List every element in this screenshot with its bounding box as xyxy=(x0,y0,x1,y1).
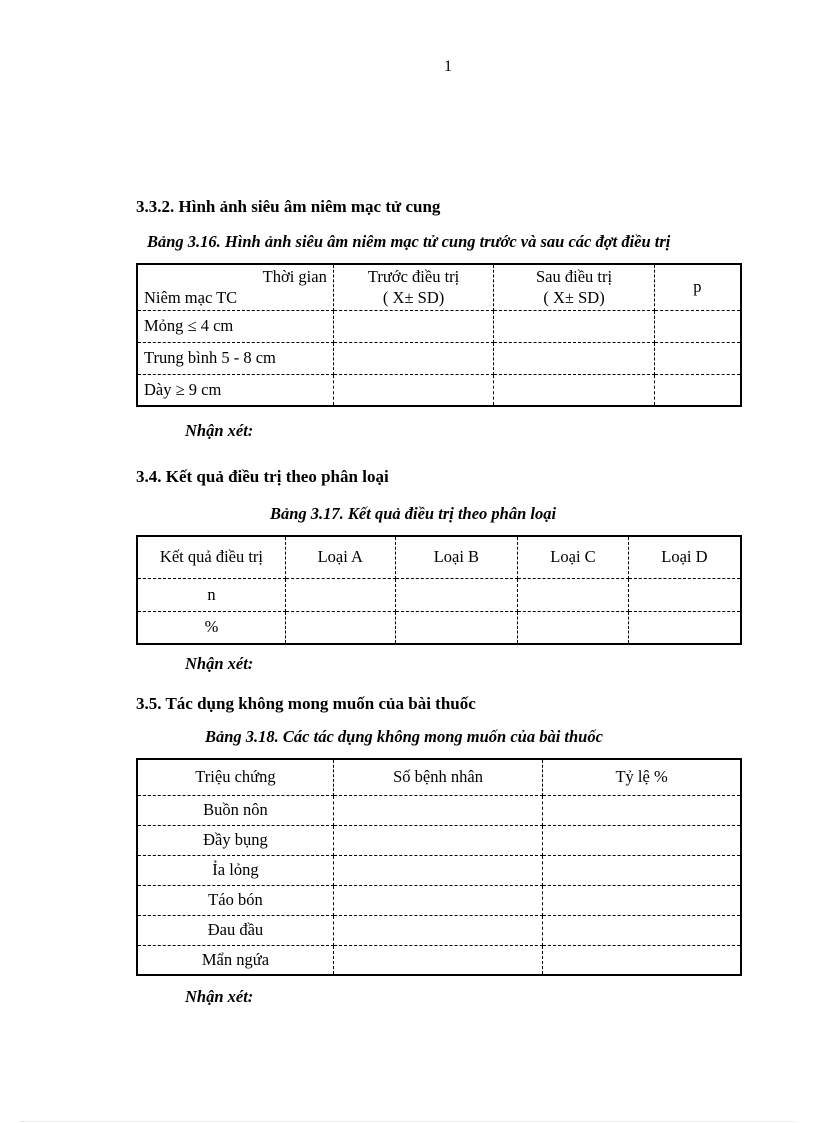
header-cell: Loại D xyxy=(628,536,741,578)
header-time: Thời gian xyxy=(262,267,327,287)
table-cell xyxy=(628,611,741,644)
table-header-row xyxy=(137,759,741,795)
table-cell xyxy=(518,611,629,644)
table-cell xyxy=(543,885,741,915)
header-cell: Tỷ lệ % xyxy=(543,759,741,795)
table-cell xyxy=(395,611,518,644)
header-endometrium: Niêm mạc TC xyxy=(144,288,238,308)
table-caption-3-16: Bảng 3.16. Hình ảnh siêu âm niêm mạc tử cung trước và sau các đợt điều trị xyxy=(147,232,671,251)
table-cell xyxy=(333,825,542,855)
table-caption-3-18: Bảng 3.18. Các tác dụng không mong muốn của bài thuốc xyxy=(205,727,603,746)
row-label: Đầy bụng xyxy=(137,825,333,855)
row-label: Táo bón xyxy=(137,885,333,915)
table-cell xyxy=(285,611,395,644)
section-heading-3-5: 3.5. Tác dụng không mong muốn của bài thuốc xyxy=(136,694,476,713)
table-row xyxy=(137,374,741,406)
table-row xyxy=(137,578,741,611)
header-cell xyxy=(494,264,654,310)
remark-3-16: Nhận xét: xyxy=(185,421,254,440)
table-row xyxy=(137,825,741,855)
section-heading-3-3-2: 3.3.2. Hình ảnh siêu âm niêm mạc tử cung xyxy=(136,197,441,216)
table-cell xyxy=(494,310,654,342)
table-3-18 xyxy=(136,758,742,976)
row-label: Trung bình 5 - 8 cm xyxy=(137,342,333,374)
table-cell xyxy=(654,374,741,406)
table-row xyxy=(137,310,741,342)
table-cell xyxy=(395,578,518,611)
table-cell xyxy=(333,945,542,975)
table-cell xyxy=(333,795,542,825)
table-cell xyxy=(543,825,741,855)
row-label: Đau đầu xyxy=(137,915,333,945)
table-row xyxy=(137,611,741,644)
row-label: Mỏng ≤ 4 cm xyxy=(137,310,333,342)
header-cell: Số bệnh nhân xyxy=(333,759,542,795)
table-cell xyxy=(494,374,654,406)
header-p: p xyxy=(654,264,741,310)
table-cell xyxy=(333,342,494,374)
header-after: Sau điều trị xyxy=(536,267,613,287)
header-after-stat: ( X± SD) xyxy=(543,288,605,308)
table-cell xyxy=(333,374,494,406)
row-label: Ỉa lỏng xyxy=(137,855,333,885)
table-cell xyxy=(333,310,494,342)
header-before: Trước điều trị xyxy=(367,267,460,287)
header-cell: Loại C xyxy=(518,536,629,578)
row-label: Buồn nôn xyxy=(137,795,333,825)
header-before-stat: ( X± SD) xyxy=(382,288,445,308)
header-cell: Loại A xyxy=(285,536,395,578)
table-cell xyxy=(333,915,542,945)
header-cell xyxy=(137,264,333,310)
table-row xyxy=(137,795,741,825)
table-cell xyxy=(654,342,741,374)
header-cell: Kết quả điều trị xyxy=(137,536,285,578)
remark-3-17: Nhận xét: xyxy=(185,654,254,673)
header-cell: Loại B xyxy=(395,536,518,578)
table-cell xyxy=(543,915,741,945)
table-cell xyxy=(285,578,395,611)
table-row xyxy=(137,945,741,975)
table-cell xyxy=(333,885,542,915)
row-label: Dày ≥ 9 cm xyxy=(137,374,333,406)
header-cell xyxy=(333,264,494,310)
row-label: Mẩn ngứa xyxy=(137,945,333,975)
table-caption-3-17: Bảng 3.17. Kết quả điều trị theo phân loại xyxy=(270,504,557,523)
row-label: n xyxy=(137,578,285,611)
table-cell xyxy=(543,795,741,825)
section-heading-3-4: 3.4. Kết quả điều trị theo phân loại xyxy=(136,467,389,486)
table-header-row xyxy=(137,264,741,310)
table-row xyxy=(137,915,741,945)
table-cell xyxy=(543,945,741,975)
page-bottom-divider xyxy=(20,1121,796,1122)
remark-3-18: Nhận xét: xyxy=(185,987,254,1006)
table-cell xyxy=(333,855,542,885)
page-number: 1 xyxy=(444,58,452,75)
table-cell xyxy=(654,310,741,342)
header-cell: Triệu chứng xyxy=(137,759,333,795)
table-cell xyxy=(543,855,741,885)
table-cell xyxy=(628,578,741,611)
table-3-16 xyxy=(136,263,742,407)
table-cell xyxy=(494,342,654,374)
table-row xyxy=(137,855,741,885)
row-label: % xyxy=(137,611,285,644)
table-cell xyxy=(518,578,629,611)
table-row xyxy=(137,885,741,915)
table-header-row xyxy=(137,536,741,578)
table-3-17 xyxy=(136,535,742,645)
table-row xyxy=(137,342,741,374)
